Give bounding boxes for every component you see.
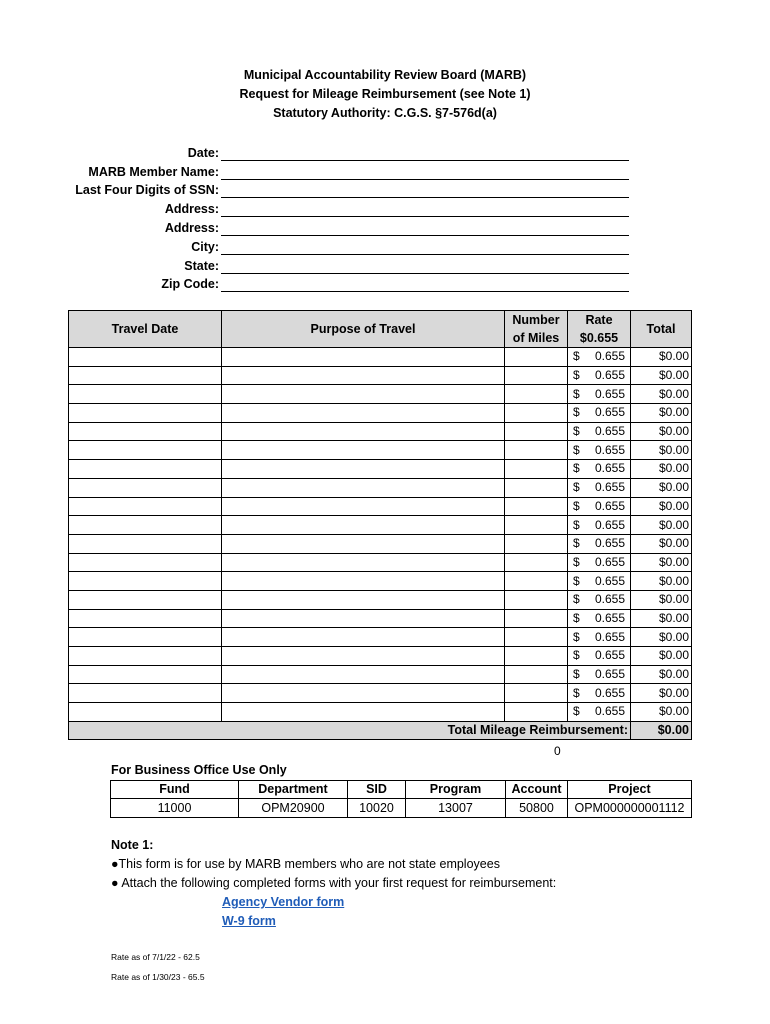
field-row [60,274,629,293]
row-total-cell: $0.00 [631,703,692,722]
rate-currency: $ [573,517,580,532]
business-office-table [110,780,692,818]
purpose-cell[interactable] [222,534,505,553]
biz-value-cell: OPM000000001112 [568,799,692,818]
member-info-fields [60,142,629,292]
col-rate-line1: Rate [585,313,613,327]
miles-cell[interactable] [505,665,568,684]
table-row [69,684,692,703]
row-total-cell: $0.00 [631,647,692,666]
rate-currency: $ [573,424,580,439]
table-row [69,366,692,385]
purpose-cell[interactable] [222,460,505,479]
rate-value: 0.655 [594,498,625,513]
field-label: Date: [187,145,219,160]
col-purpose: Purpose of Travel [222,311,505,348]
field-label: Last Four Digits of SSN: [75,183,219,198]
col-miles-line1: Number [512,313,560,327]
rate-cell [568,609,631,628]
rate-currency: $ [573,704,580,719]
purpose-cell[interactable] [222,348,505,367]
travel-date-cell[interactable] [69,478,222,497]
header-title: Municipal Accountability Review Board (MARB) [243,68,527,82]
total-row [69,721,692,740]
table-row [69,348,692,367]
w9-form-link[interactable]: W-9 form [222,914,276,928]
field-input-line[interactable] [221,220,629,236]
travel-date-cell[interactable] [69,572,222,591]
field-label: Address: [164,202,219,217]
row-total-cell: $0.00 [631,665,692,684]
biz-header-cell: Program [406,781,506,799]
table-row [69,665,692,684]
table-row [69,460,692,479]
miles-cell[interactable] [505,348,568,367]
biz-header-cell: Department [239,781,348,799]
rate-currency: $ [573,648,580,663]
miles-cell[interactable] [505,366,568,385]
table-row [69,516,692,535]
purpose-cell[interactable] [222,647,505,666]
rate-currency: $ [573,368,580,383]
purpose-cell[interactable] [222,385,505,404]
header-subtitle: Request for Mileage Reimbursement (see Note 1) [239,87,531,101]
rate-cell [568,647,631,666]
purpose-cell[interactable] [222,703,505,722]
rate-value: 0.655 [594,629,625,644]
col-rate [568,311,631,348]
rate-value: 0.655 [594,386,625,401]
row-total-cell: $0.00 [631,385,692,404]
rate-cell [568,460,631,479]
miles-cell[interactable] [505,628,568,647]
col-total: Total [631,311,692,348]
miles-cell[interactable] [505,534,568,553]
purpose-cell[interactable] [222,422,505,441]
row-total-cell: $0.00 [631,516,692,535]
table-row [69,609,692,628]
rate-currency: $ [573,461,580,476]
field-label: City: [191,239,219,254]
rate-value: 0.655 [594,480,625,495]
row-total-cell: $0.00 [631,553,692,572]
col-miles-line2: of Miles [512,331,560,345]
note-bullet-1: ●This form is for use by MARB members who are not state employees [111,857,500,871]
rate-currency: $ [573,405,580,420]
table-row [69,572,692,591]
form-links [222,893,344,931]
form-header [0,66,770,123]
miles-cell[interactable] [505,647,568,666]
rate-cell [568,665,631,684]
miles-cell[interactable] [505,516,568,535]
purpose-cell[interactable] [222,590,505,609]
total-miles-value: 0 [554,744,561,758]
field-input-line[interactable] [221,145,629,161]
travel-date-cell[interactable] [69,534,222,553]
rate-cell [568,534,631,553]
mileage-table [68,310,692,740]
travel-date-cell[interactable] [69,422,222,441]
purpose-cell[interactable] [222,553,505,572]
table-row [69,647,692,666]
field-input-line[interactable] [221,239,629,255]
table-row [69,534,692,553]
row-total-cell: $0.00 [631,348,692,367]
rate-cell [568,404,631,423]
field-row [60,161,629,180]
rate-value: 0.655 [594,424,625,439]
travel-date-cell[interactable] [69,647,222,666]
rate-value: 0.655 [594,461,625,476]
rate-value: 0.655 [594,685,625,700]
field-input-line[interactable] [221,201,629,217]
travel-date-cell[interactable] [69,665,222,684]
rate-currency: $ [573,685,580,700]
table-row [69,422,692,441]
row-total-cell: $0.00 [631,366,692,385]
table-row [69,478,692,497]
rate-value: 0.655 [594,573,625,588]
rate-value: 0.655 [594,405,625,420]
rate-value: 0.655 [594,554,625,569]
note-title: Note 1: [111,838,154,852]
miles-cell[interactable] [505,385,568,404]
rate-currency: $ [573,442,580,457]
rate-cell [568,572,631,591]
rate-currency: $ [573,667,580,682]
field-row [60,255,629,274]
field-input-line[interactable] [221,182,629,198]
purpose-cell[interactable] [222,684,505,703]
purpose-cell[interactable] [222,497,505,516]
travel-date-cell[interactable] [69,684,222,703]
travel-date-cell[interactable] [69,441,222,460]
miles-cell[interactable] [505,441,568,460]
row-total-cell: $0.00 [631,628,692,647]
biz-header-cell: Fund [111,781,239,799]
field-input-line[interactable] [221,164,629,180]
row-total-cell: $0.00 [631,460,692,479]
field-row [60,198,629,217]
travel-date-cell[interactable] [69,497,222,516]
travel-date-cell[interactable] [69,703,222,722]
field-row [60,217,629,236]
rate-currency: $ [573,592,580,607]
rate-currency: $ [573,554,580,569]
miles-cell[interactable] [505,497,568,516]
rate-value: 0.655 [594,517,625,532]
col-rate-line2: $0.655 [579,331,619,345]
biz-header-cell: SID [348,781,406,799]
col-travel-date: Travel Date [69,311,222,348]
miles-cell[interactable] [505,609,568,628]
field-row [60,180,629,199]
rate-value: 0.655 [594,648,625,663]
total-label: Total Mileage Reimbursement: [69,721,631,740]
rate-cell [568,553,631,572]
miles-cell[interactable] [505,703,568,722]
field-input-line[interactable] [221,276,629,292]
travel-date-cell[interactable] [69,590,222,609]
purpose-cell[interactable] [222,404,505,423]
rate-footnote-2: Rate as of 1/30/23 - 65.5 [111,972,205,982]
rate-cell [568,478,631,497]
field-label: MARB Member Name: [88,164,219,179]
table-row [69,385,692,404]
table-row [69,441,692,460]
purpose-cell[interactable] [222,478,505,497]
rate-cell [568,422,631,441]
rate-cell [568,441,631,460]
row-total-cell: $0.00 [631,609,692,628]
agency-vendor-form-link[interactable]: Agency Vendor form [222,895,345,909]
field-row [60,142,629,161]
biz-value-cell: 50800 [506,799,568,818]
travel-date-cell[interactable] [69,385,222,404]
total-value: $0.00 [631,721,692,740]
row-total-cell: $0.00 [631,422,692,441]
business-office-title: For Business Office Use Only [111,763,287,777]
row-total-cell: $0.00 [631,441,692,460]
table-row [69,553,692,572]
table-row [69,497,692,516]
rate-value: 0.655 [594,349,625,364]
rate-cell [568,516,631,535]
note-bullet-2: ● Attach the following completed forms with your first request for reimbursement: [111,876,557,890]
rate-currency: $ [573,536,580,551]
rate-cell [568,366,631,385]
row-total-cell: $0.00 [631,478,692,497]
travel-date-cell[interactable] [69,628,222,647]
rate-value: 0.655 [594,667,625,682]
miles-cell[interactable] [505,572,568,591]
rate-cell [568,497,631,516]
travel-date-cell[interactable] [69,553,222,572]
rate-value: 0.655 [594,536,625,551]
rate-cell [568,628,631,647]
rate-cell [568,703,631,722]
field-row [60,236,629,255]
table-row [69,404,692,423]
note-section [111,836,556,893]
col-miles [505,311,568,348]
rate-value: 0.655 [594,368,625,383]
row-total-cell: $0.00 [631,404,692,423]
rate-currency: $ [573,498,580,513]
purpose-cell[interactable] [222,441,505,460]
rate-currency: $ [573,386,580,401]
rate-cell [568,385,631,404]
purpose-cell[interactable] [222,366,505,385]
field-label: Address: [164,220,219,235]
miles-cell[interactable] [505,553,568,572]
rate-currency: $ [573,610,580,625]
biz-value-cell: 13007 [406,799,506,818]
biz-value-cell: OPM20900 [239,799,348,818]
miles-cell[interactable] [505,422,568,441]
row-total-cell: $0.00 [631,684,692,703]
travel-date-cell[interactable] [69,460,222,479]
purpose-cell[interactable] [222,516,505,535]
biz-value-cell: 11000 [111,799,239,818]
field-label: Zip Code: [161,277,219,292]
purpose-cell[interactable] [222,609,505,628]
miles-cell[interactable] [505,460,568,479]
rate-value: 0.655 [594,704,625,719]
rate-cell [568,590,631,609]
travel-date-cell[interactable] [69,516,222,535]
row-total-cell: $0.00 [631,590,692,609]
row-total-cell: $0.00 [631,534,692,553]
rate-currency: $ [573,480,580,495]
miles-cell[interactable] [505,404,568,423]
biz-header-cell: Project [568,781,692,799]
row-total-cell: $0.00 [631,572,692,591]
header-authority: Statutory Authority: C.G.S. §7-576d(a) [273,106,497,120]
travel-date-cell[interactable] [69,348,222,367]
field-label: State: [184,258,219,273]
field-input-line[interactable] [221,258,629,274]
travel-date-cell[interactable] [69,366,222,385]
purpose-cell[interactable] [222,628,505,647]
purpose-cell[interactable] [222,572,505,591]
rate-cell [568,684,631,703]
travel-date-cell[interactable] [69,404,222,423]
miles-cell[interactable] [505,684,568,703]
miles-cell[interactable] [505,478,568,497]
biz-value-cell: 10020 [348,799,406,818]
rate-value: 0.655 [594,592,625,607]
table-row [69,590,692,609]
rate-value: 0.655 [594,442,625,457]
rate-value: 0.655 [594,610,625,625]
rate-currency: $ [573,573,580,588]
biz-header-cell: Account [506,781,568,799]
travel-date-cell[interactable] [69,609,222,628]
rate-cell [568,348,631,367]
table-row [69,628,692,647]
rate-currency: $ [573,349,580,364]
miles-cell[interactable] [505,590,568,609]
row-total-cell: $0.00 [631,497,692,516]
purpose-cell[interactable] [222,665,505,684]
rate-footnote-1: Rate as of 7/1/22 - 62.5 [111,952,200,962]
table-row [69,703,692,722]
rate-currency: $ [573,629,580,644]
